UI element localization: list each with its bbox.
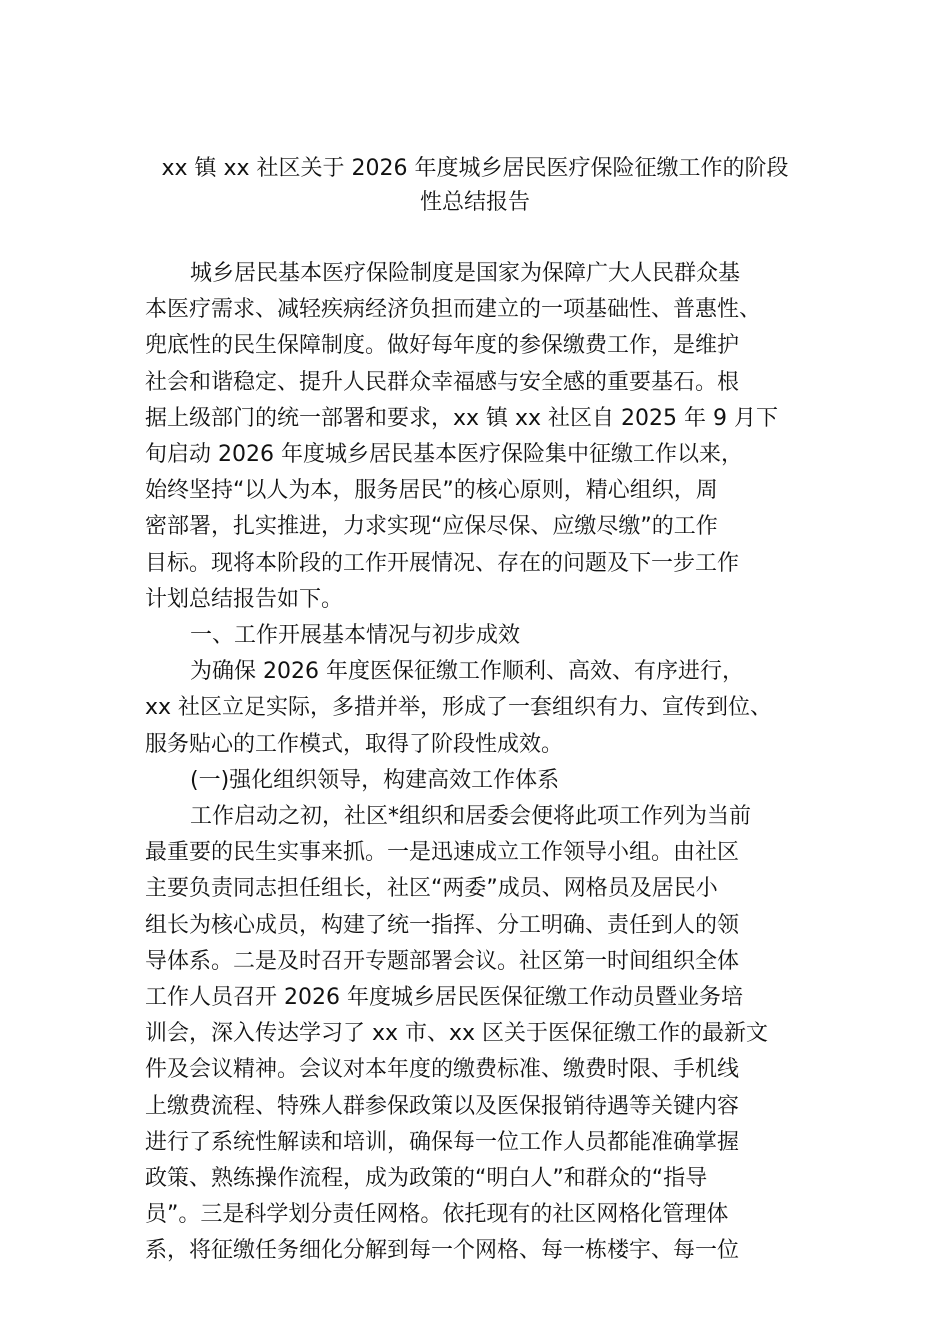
title-line-1: xx 镇 xx 社区关于 2026 年度城乡居民医疗保险征缴工作的阶段 <box>161 156 789 181</box>
paragraph-organization-line: 上缴费流程、特殊人群参保政策以及医保报销待遇等关键内容 <box>145 1093 740 1119</box>
paragraph-intro-line: 城乡居民基本医疗保险制度是国家为保障广大人民群众基 <box>190 261 741 286</box>
paragraph-organization-line: 最重要的民生实事来抓。一是迅速成立工作领导小组。由社区 <box>145 840 740 866</box>
paragraph-intro-line: 旬启动 2026 年度城乡居民基本医疗保险集中征缴工作以来， <box>145 442 743 468</box>
paragraph-organization-line: 进行了系统性解读和培训，确保每一位工作人员都能准确掌握 <box>145 1129 740 1155</box>
paragraph-organization-line: 导体系。二是及时召开专题部署会议。社区第一时间组织全体 <box>145 948 740 974</box>
paragraph-overview-line: xx 社区立足实际，多措并举，形成了一套组织有力、宣传到位、 <box>145 695 773 721</box>
paragraph-intro-line: 密部署，扎实推进，力求实现“应保尽保、应缴尽缴”的工作 <box>145 514 718 540</box>
document-body <box>145 256 815 1270</box>
paragraph-organization-line: 工作启动之初，社区*组织和居委会便将此项工作列为当前 <box>190 804 752 830</box>
title-line-2: 性总结报告 <box>419 190 530 215</box>
document-title <box>145 152 805 220</box>
paragraph-intro-line: 社会和谐稳定、提升人民群众幸福感与安全感的重要基石。根 <box>145 369 740 395</box>
paragraph-organization-line: 件及会议精神。会议对本年度的缴费标准、缴费时限、手机线 <box>145 1057 740 1083</box>
section-heading-1: 一、工作开展基本情况与初步成效 <box>190 623 521 649</box>
paragraph-overview-line: 为确保 2026 年度医保征缴工作顺利、高效、有序进行， <box>190 659 744 685</box>
paragraph-organization-line: 训会，深入传达学习了 xx 市、xx 区关于医保征缴工作的最新文 <box>145 1021 769 1047</box>
paragraph-overview-line: 服务贴心的工作模式，取得了阶段性成效。 <box>145 731 564 757</box>
paragraph-intro-line: 兜底性的民生保障制度。做好每年度的参保缴费工作，是维护 <box>145 333 740 359</box>
paragraph-organization-line: 主要负责同志担任组长，社区“两委”成员、网格员及居民小 <box>145 876 718 902</box>
paragraph-intro-line: 据上级部门的统一部署和要求，xx 镇 xx 社区自 2025 年 9 月下 <box>145 405 779 431</box>
paragraph-intro-line: 目标。现将本阶段的工作开展情况、存在的问题及下一步工作 <box>145 550 740 576</box>
paragraph-organization-line: 系，将征缴任务细化分解到每一个网格、每一栋楼宇、每一位 <box>145 1238 740 1264</box>
paragraph-organization-line: 工作人员召开 2026 年度城乡居民医保征缴工作动员暨业务培 <box>145 985 743 1011</box>
paragraph-intro-line: 计划总结报告如下。 <box>145 586 344 612</box>
paragraph-intro-line: 始终坚持“以人为本，服务居民”的核心原则，精心组织，周 <box>145 478 718 504</box>
paragraph-organization-line: 员”。三是科学划分责任网格。依托现有的社区网格化管理体 <box>145 1202 729 1228</box>
paragraph-organization-line: 组长为核心成员，构建了统一指挥、分工明确、责任到人的领 <box>145 912 740 938</box>
subsection-heading-1: (一)强化组织领导，构建高效工作体系 <box>190 767 560 793</box>
paragraph-intro-line: 本医疗需求、减轻疾病经济负担而建立的一项基础性、普惠性、 <box>145 297 762 323</box>
paragraph-organization-line: 政策、熟练操作流程，成为政策的“明白人”和群众的“指导 <box>145 1166 708 1192</box>
